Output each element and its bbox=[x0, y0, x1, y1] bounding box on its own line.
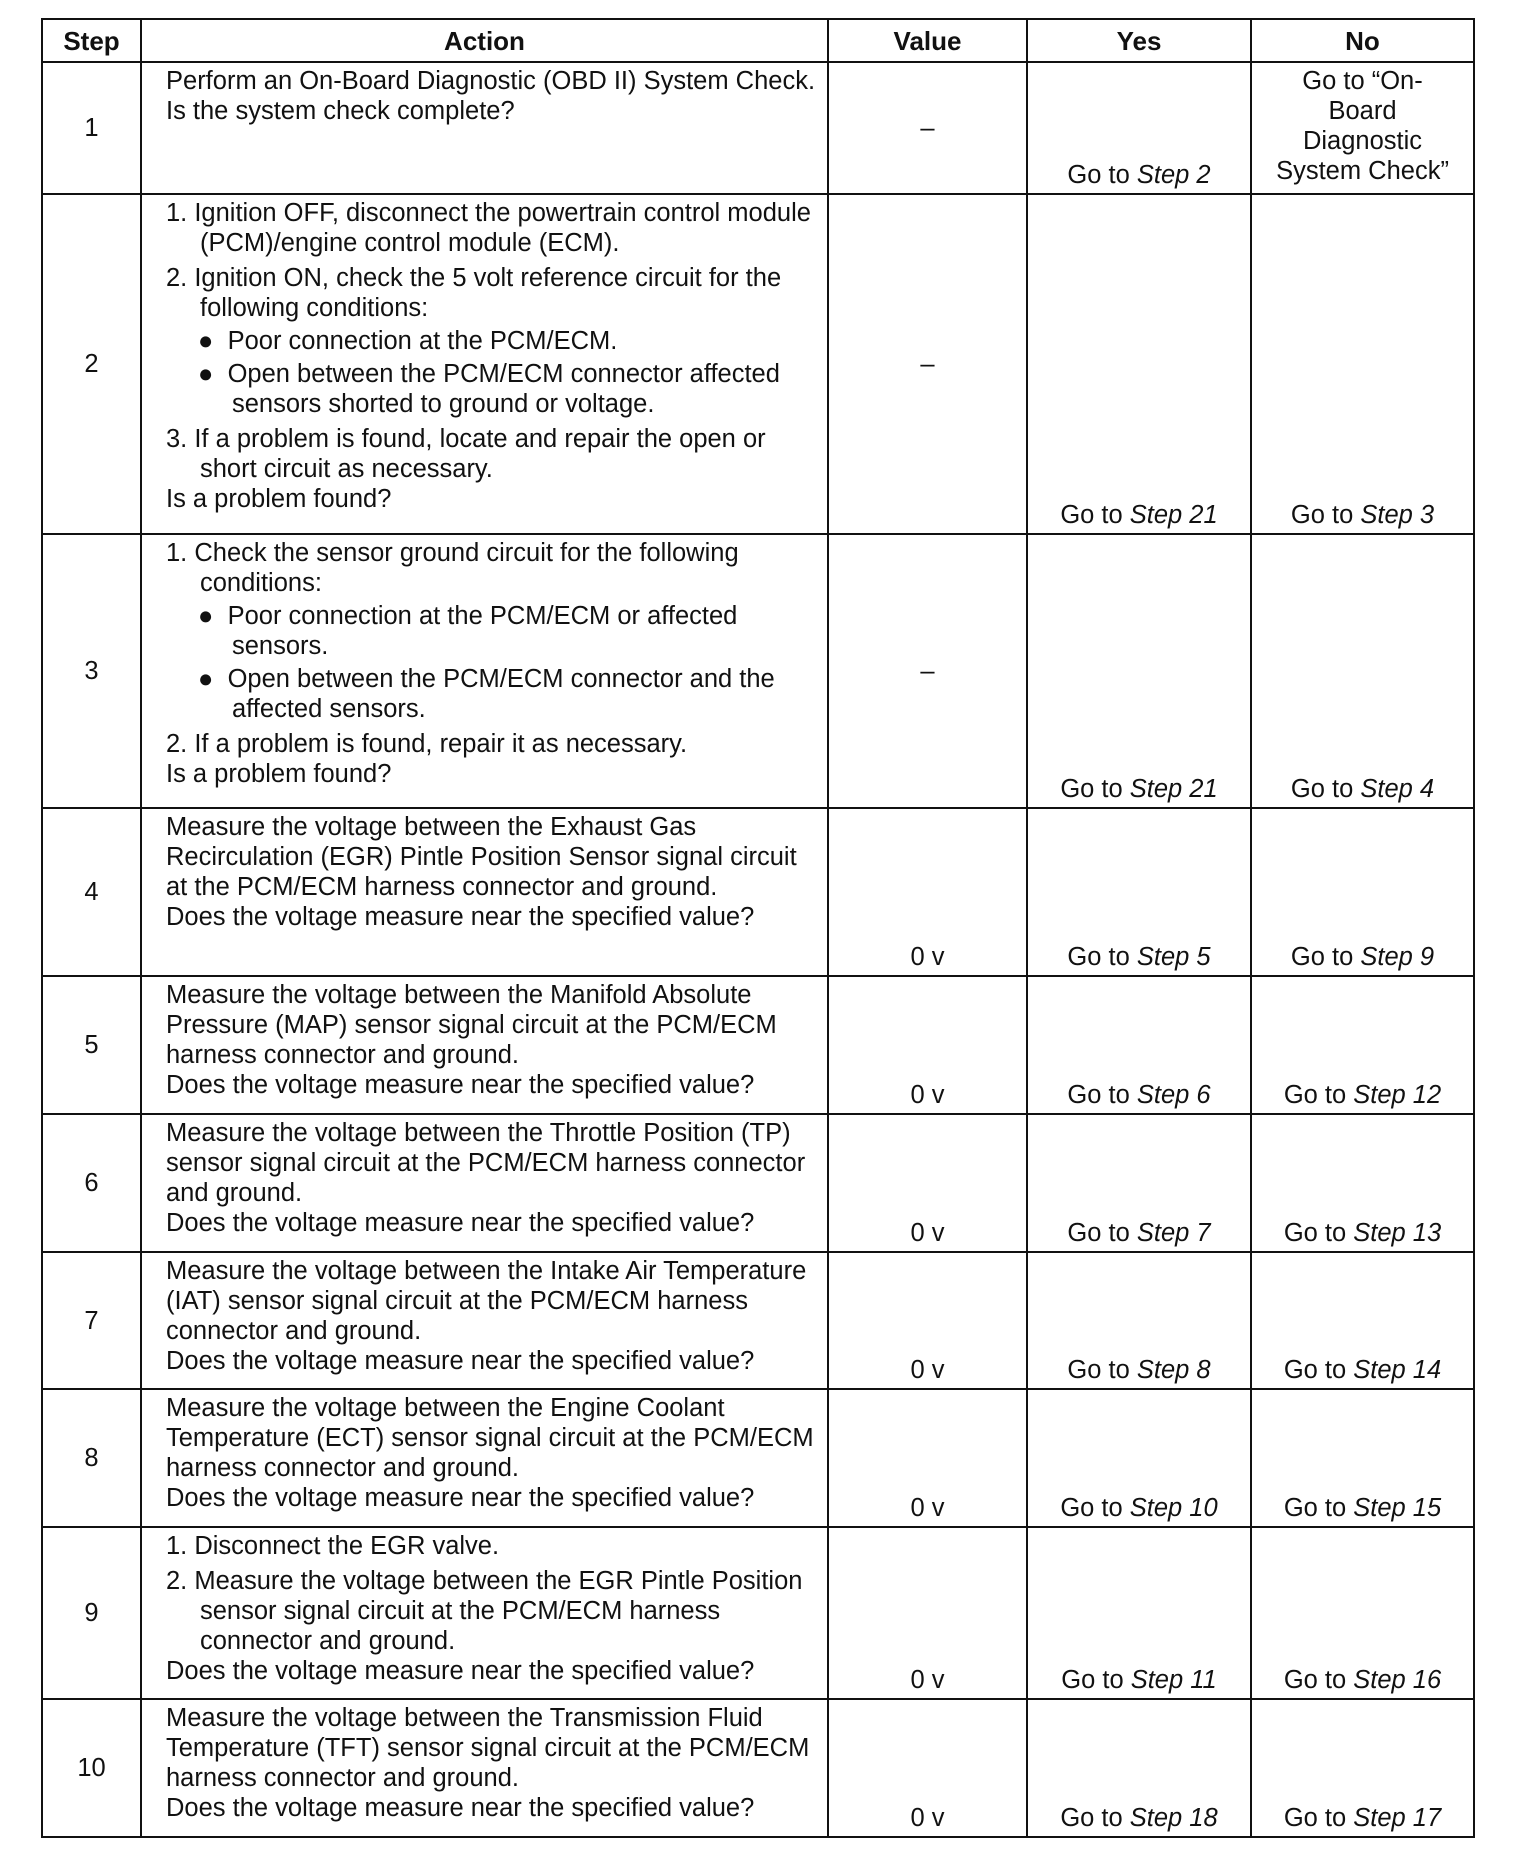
header-yes: Yes bbox=[1027, 19, 1251, 62]
value-cell: – bbox=[828, 62, 1027, 194]
bullet-icon: ● bbox=[198, 360, 228, 388]
yes-prefix: Go to bbox=[1067, 1219, 1137, 1247]
no-prefix: Go to bbox=[1290, 775, 1361, 803]
table-row bbox=[42, 194, 1474, 534]
step-number: 3 bbox=[42, 534, 141, 808]
yes-step-link[interactable]: Step 21 bbox=[1129, 775, 1218, 803]
yes-cell bbox=[1027, 534, 1251, 808]
action-question: Is a problem found? bbox=[166, 485, 392, 513]
no-prefix: Go to bbox=[1290, 943, 1361, 971]
value-cell: 0 v bbox=[828, 808, 1027, 976]
action-cell bbox=[141, 808, 828, 976]
bullet-icon: ● bbox=[198, 602, 228, 630]
action-question: Does the voltage measure near the specified value? bbox=[166, 1071, 755, 1099]
step-number: 6 bbox=[42, 1114, 141, 1252]
no-prefix: Go to bbox=[1283, 1804, 1354, 1832]
action-text: Measure the voltage between the Engine Coolant Temperature (ECT) sensor signal circuit at the PCM/ECM harness connector and ground. bbox=[166, 1394, 814, 1482]
yes-prefix: Go to bbox=[1067, 1081, 1137, 1109]
no-step-link[interactable]: Step 9 bbox=[1360, 943, 1435, 971]
action-item: 1. Check the sensor ground circuit for the following conditions: bbox=[166, 539, 739, 597]
yes-step-link[interactable]: Step 7 bbox=[1136, 1219, 1211, 1247]
action-question: Does the voltage measure near the specified value? bbox=[166, 1347, 755, 1375]
table-row bbox=[42, 1389, 1474, 1527]
value-cell: 0 v bbox=[828, 1527, 1027, 1699]
no-cell bbox=[1251, 1527, 1474, 1699]
header-row bbox=[42, 19, 1474, 62]
yes-cell bbox=[1027, 1699, 1251, 1837]
action-cell bbox=[141, 62, 828, 194]
yes-cell bbox=[1027, 1114, 1251, 1252]
no-cell bbox=[1251, 1252, 1474, 1389]
bullet-text: Open between the PCM/ECM connector affected sensors shorted to ground or voltage. bbox=[227, 360, 780, 418]
table-row bbox=[42, 1699, 1474, 1837]
yes-step-link[interactable]: Step 5 bbox=[1136, 943, 1211, 971]
step-number: 7 bbox=[42, 1252, 141, 1389]
no-prefix: Go to bbox=[1283, 1081, 1354, 1109]
step-number: 2 bbox=[42, 194, 141, 534]
no-step-link[interactable]: Step 12 bbox=[1353, 1081, 1442, 1109]
action-item: 3. If a problem is found, locate and repair the open or short circuit as necessary. bbox=[166, 425, 766, 483]
value-cell: 0 v bbox=[828, 1252, 1027, 1389]
table-row bbox=[42, 534, 1474, 808]
yes-prefix: Go to bbox=[1060, 501, 1130, 529]
header-value: Value bbox=[828, 19, 1027, 62]
action-question: Does the voltage measure near the specified value? bbox=[166, 903, 755, 931]
bullet-item bbox=[166, 359, 817, 419]
step-number: 8 bbox=[42, 1389, 141, 1527]
action-cell bbox=[141, 976, 828, 1114]
no-cell bbox=[1251, 808, 1474, 976]
yes-cell bbox=[1027, 808, 1251, 976]
bullet-text: Open between the PCM/ECM connector and the affected sensors. bbox=[227, 665, 775, 723]
yes-prefix: Go to bbox=[1067, 1356, 1137, 1384]
table-row bbox=[42, 1114, 1474, 1252]
yes-step-link[interactable]: Step 2 bbox=[1136, 161, 1211, 189]
yes-prefix: Go to bbox=[1061, 1666, 1131, 1694]
yes-cell bbox=[1027, 1252, 1251, 1389]
header-no: No bbox=[1251, 19, 1474, 62]
header-action: Action bbox=[141, 19, 828, 62]
action-question: Does the voltage measure near the specified value? bbox=[166, 1657, 755, 1685]
bullet-icon: ● bbox=[198, 665, 228, 693]
action-question: Is a problem found? bbox=[166, 760, 392, 788]
yes-prefix: Go to bbox=[1060, 1494, 1130, 1522]
no-cell bbox=[1251, 1699, 1474, 1837]
yes-step-link[interactable]: Step 11 bbox=[1130, 1666, 1217, 1694]
bullet-item bbox=[166, 664, 817, 724]
no-cell bbox=[1251, 1389, 1474, 1527]
action-question: Is the system check complete? bbox=[166, 97, 515, 125]
table-row bbox=[42, 1527, 1474, 1699]
action-item: 2. Ignition ON, check the 5 volt reference circuit for the following conditions: bbox=[166, 264, 782, 322]
no-step-link[interactable]: Step 15 bbox=[1353, 1494, 1442, 1522]
action-question: Does the voltage measure near the specified value? bbox=[166, 1484, 755, 1512]
no-cell bbox=[1251, 1114, 1474, 1252]
no-prefix: Go to bbox=[1290, 501, 1361, 529]
no-cell bbox=[1251, 534, 1474, 808]
no-step-link[interactable]: Step 3 bbox=[1360, 501, 1435, 529]
bullet-item bbox=[166, 326, 817, 356]
no-prefix: Go to bbox=[1283, 1666, 1354, 1694]
action-cell bbox=[141, 1252, 828, 1389]
value-cell: 0 v bbox=[828, 1699, 1027, 1837]
no-prefix: Go to bbox=[1283, 1494, 1354, 1522]
yes-prefix: Go to bbox=[1060, 1804, 1130, 1832]
table-row bbox=[42, 1252, 1474, 1389]
yes-prefix: Go to bbox=[1067, 161, 1137, 189]
action-item: 2. If a problem is found, repair it as necessary. bbox=[166, 730, 688, 758]
action-question: Does the voltage measure near the specified value? bbox=[166, 1794, 755, 1822]
yes-prefix: Go to bbox=[1060, 775, 1130, 803]
no-step-link[interactable]: Step 16 bbox=[1353, 1666, 1442, 1694]
action-text: Measure the voltage between the Throttle Position (TP) sensor signal circuit at the PCM/ECM harness connector and ground. bbox=[166, 1119, 806, 1207]
yes-cell bbox=[1027, 1389, 1251, 1527]
step-number: 4 bbox=[42, 808, 141, 976]
action-item: 1. Ignition OFF, disconnect the powertrain control module (PCM)/engine control module (ECM). bbox=[166, 199, 811, 257]
no-cell bbox=[1251, 976, 1474, 1114]
action-cell bbox=[141, 534, 828, 808]
step-number: 5 bbox=[42, 976, 141, 1114]
action-text: Measure the voltage between the Intake Air Temperature (IAT) sensor signal circuit at the PCM/ECM harness connector and ground. bbox=[166, 1257, 807, 1345]
no-prefix: Go to bbox=[1283, 1219, 1354, 1247]
bullet-icon: ● bbox=[198, 327, 228, 355]
action-cell bbox=[141, 1114, 828, 1252]
value-cell: – bbox=[828, 194, 1027, 534]
yes-cell bbox=[1027, 62, 1251, 194]
action-text: Perform an On-Board Diagnostic (OBD II) System Check. bbox=[166, 67, 816, 95]
value-cell: 0 v bbox=[828, 1114, 1027, 1252]
action-cell bbox=[141, 194, 828, 534]
no-prefix: Go to bbox=[1283, 1356, 1354, 1384]
step-number: 9 bbox=[42, 1527, 141, 1699]
bullet-text: Poor connection at the PCM/ECM. bbox=[227, 327, 618, 355]
action-item: 1. Disconnect the EGR valve. bbox=[166, 1532, 500, 1560]
yes-step-link[interactable]: Step 8 bbox=[1136, 1356, 1211, 1384]
table-row bbox=[42, 976, 1474, 1114]
yes-step-link[interactable]: Step 21 bbox=[1129, 501, 1218, 529]
bullet-text: Poor connection at the PCM/ECM or affected sensors. bbox=[227, 602, 738, 660]
yes-cell bbox=[1027, 976, 1251, 1114]
action-item: 2. Measure the voltage between the EGR Pintle Position sensor signal circuit at the PCM/ECM harness connector and ground. bbox=[166, 1567, 803, 1655]
no-step-link[interactable]: Step 13 bbox=[1353, 1219, 1442, 1247]
yes-cell bbox=[1027, 1527, 1251, 1699]
bullet-item bbox=[166, 601, 817, 661]
header-step: Step bbox=[42, 19, 141, 62]
yes-step-link[interactable]: Step 18 bbox=[1129, 1804, 1218, 1832]
table-row bbox=[42, 62, 1474, 194]
action-cell bbox=[141, 1699, 828, 1837]
yes-prefix: Go to bbox=[1067, 943, 1137, 971]
yes-step-link[interactable]: Step 10 bbox=[1129, 1494, 1218, 1522]
action-text: Measure the voltage between the Exhaust Gas Recirculation (EGR) Pintle Position Sensor signal circuit at the PCM/ECM harness connector and ground. bbox=[166, 813, 797, 901]
action-cell bbox=[141, 1389, 828, 1527]
no-step-link[interactable]: Go to “On-Board Diagnostic System Check” bbox=[1276, 67, 1449, 185]
no-step-link[interactable]: Step 14 bbox=[1353, 1356, 1442, 1384]
value-cell: – bbox=[828, 534, 1027, 808]
no-cell bbox=[1251, 62, 1474, 194]
action-cell bbox=[141, 1527, 828, 1699]
no-cell bbox=[1251, 194, 1474, 534]
step-number: 10 bbox=[42, 1699, 141, 1837]
yes-step-link[interactable]: Step 6 bbox=[1136, 1081, 1211, 1109]
no-step-link[interactable]: Step 17 bbox=[1353, 1804, 1442, 1832]
action-text: Measure the voltage between the Transmission Fluid Temperature (TFT) sensor signal circuit at the PCM/ECM harness connector and ground. bbox=[166, 1704, 810, 1792]
step-number: 1 bbox=[42, 62, 141, 194]
table-row bbox=[42, 808, 1474, 976]
value-cell: 0 v bbox=[828, 976, 1027, 1114]
diagnostic-table bbox=[41, 18, 1475, 1838]
action-question: Does the voltage measure near the specified value? bbox=[166, 1209, 755, 1237]
yes-cell bbox=[1027, 194, 1251, 534]
action-text: Measure the voltage between the Manifold Absolute Pressure (MAP) sensor signal circuit at the PCM/ECM harness connector and ground. bbox=[166, 981, 777, 1069]
no-step-link[interactable]: Step 4 bbox=[1360, 775, 1435, 803]
value-cell: 0 v bbox=[828, 1389, 1027, 1527]
